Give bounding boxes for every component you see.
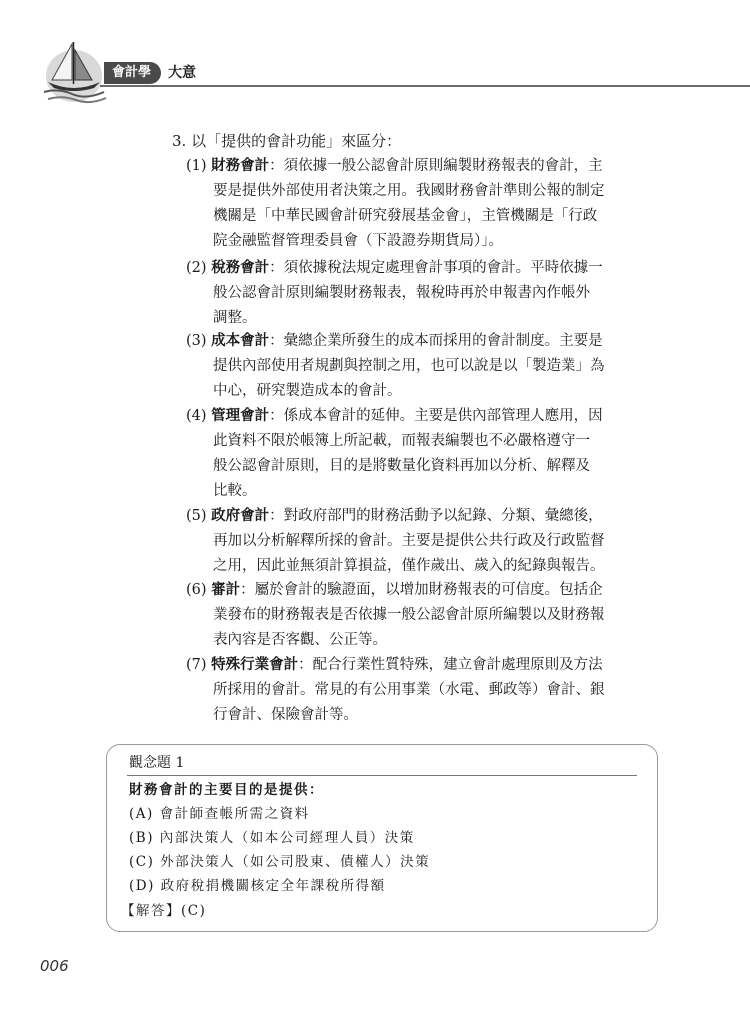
item-line: ：係成本會計的延伸。主要是供內部管理人應用，因 — [269, 408, 603, 424]
option-b: (B) 內部決策人（如本公司經理人員）決策 — [129, 830, 415, 846]
item-line: 般公認會計原則編製財務報表，報稅時再於申報書內作帳外 — [213, 285, 590, 301]
item-line: 調整。 — [213, 310, 257, 326]
answer: 【解答】(C) — [121, 903, 207, 919]
item-line: ：彙總企業所發生的成本而採用的會計制度。主要是 — [269, 333, 603, 349]
item-line: 業發布的財務報表是否依據一般公認會計原所編製以及財務報 — [213, 607, 605, 623]
item-line: 此資料不限於帳簿上所記載，而報表編製也不必嚴格遵守一 — [213, 433, 590, 449]
chapter-label: 大意 — [168, 65, 196, 81]
list-item-cost-accounting — [186, 328, 666, 404]
item-line: 院金融監督管理委員會（下設證券期貨局）」。 — [213, 233, 503, 249]
option-d: (D) 政府稅捐機關核定全年課稅所得額 — [129, 878, 386, 894]
concept-question-box — [106, 744, 658, 932]
book-label: 會計學 — [104, 62, 161, 84]
item-line: 要是提供外部使用者決策之用。我國財務會計準則公報的制定 — [213, 183, 605, 199]
list-item-managerial-accounting — [186, 403, 666, 504]
item-line: 提供內部使用者規劃與控制之用，也可以說是以「製造業」為 — [213, 358, 605, 374]
item-line: 之用，因此並無須計算損益，僅作歲出、歲入的紀錄與報告。 — [213, 558, 605, 574]
concept-divider — [127, 775, 637, 776]
list-item-auditing — [186, 577, 666, 653]
item-line: 再加以分析解釋所採的會計。主要是提供公共行政及行政監督 — [213, 533, 605, 549]
item-number: (7) — [186, 657, 207, 673]
item-line: ：屬於會計的驗證面，以增加財務報表的可信度。包括企 — [240, 582, 603, 598]
page-number: 006 — [40, 957, 69, 975]
sailboat-logo-icon — [38, 36, 108, 104]
item-line: 表內容是否客觀、公正等。 — [213, 632, 387, 648]
list-item-government-accounting — [186, 503, 666, 579]
item-term: 政府會計 — [211, 507, 270, 524]
running-header — [0, 0, 750, 110]
item-line: 般公認會計原則，目的是將數量化資料再加以分析、解釋及 — [213, 458, 590, 474]
item-term: 財務會計 — [211, 157, 270, 174]
item-line: 機關是「中華民國會計研究發展基金會」，主管機關是「行政 — [213, 208, 598, 224]
item-number: (5) — [186, 508, 207, 524]
option-a: (A) 會計師查帳所需之資料 — [129, 806, 310, 822]
item-term: 成本會計 — [211, 332, 270, 349]
item-line: 所採用的會計。常見的有公用事業（水電、郵政等）會計、銀 — [213, 682, 605, 698]
concept-question: 財務會計的主要目的是提供： — [129, 782, 324, 798]
section-heading: 3. 以「提供的會計功能」來區分： — [172, 132, 402, 150]
item-term: 管理會計 — [211, 407, 270, 424]
item-number: (2) — [186, 260, 207, 276]
item-term: 稅務會計 — [211, 259, 270, 276]
list-item-tax-accounting — [186, 255, 666, 331]
item-term: 審計 — [211, 581, 241, 598]
item-number: (4) — [186, 408, 207, 424]
list-item-special-industry-accounting — [186, 652, 666, 728]
item-line: 比較。 — [213, 483, 257, 499]
list-item-financial-accounting — [186, 153, 666, 254]
item-line: 中心，研究製造成本的會計。 — [213, 383, 402, 399]
item-line: ：須依據一般公認會計原則編製財務報表的會計，主 — [269, 158, 603, 174]
item-term: 特殊行業會計 — [211, 656, 299, 673]
item-line: ：配合行業性質特殊，建立會計處理原則及方法 — [298, 657, 603, 673]
header-rule — [100, 85, 750, 87]
item-number: (1) — [186, 158, 207, 174]
item-line: 行會計、保險會計等。 — [213, 707, 358, 723]
item-line: ：須依據稅法規定處理會計事項的會計。平時依據一 — [269, 260, 603, 276]
item-line: ：對政府部門的財務活動予以紀錄、分類、彙總後， — [269, 508, 603, 524]
item-number: (6) — [186, 582, 207, 598]
option-c: (C) 外部決策人（如公司股東、債權人）決策 — [129, 854, 431, 870]
concept-title: 觀念題 1 — [129, 755, 185, 771]
item-number: (3) — [186, 333, 207, 349]
